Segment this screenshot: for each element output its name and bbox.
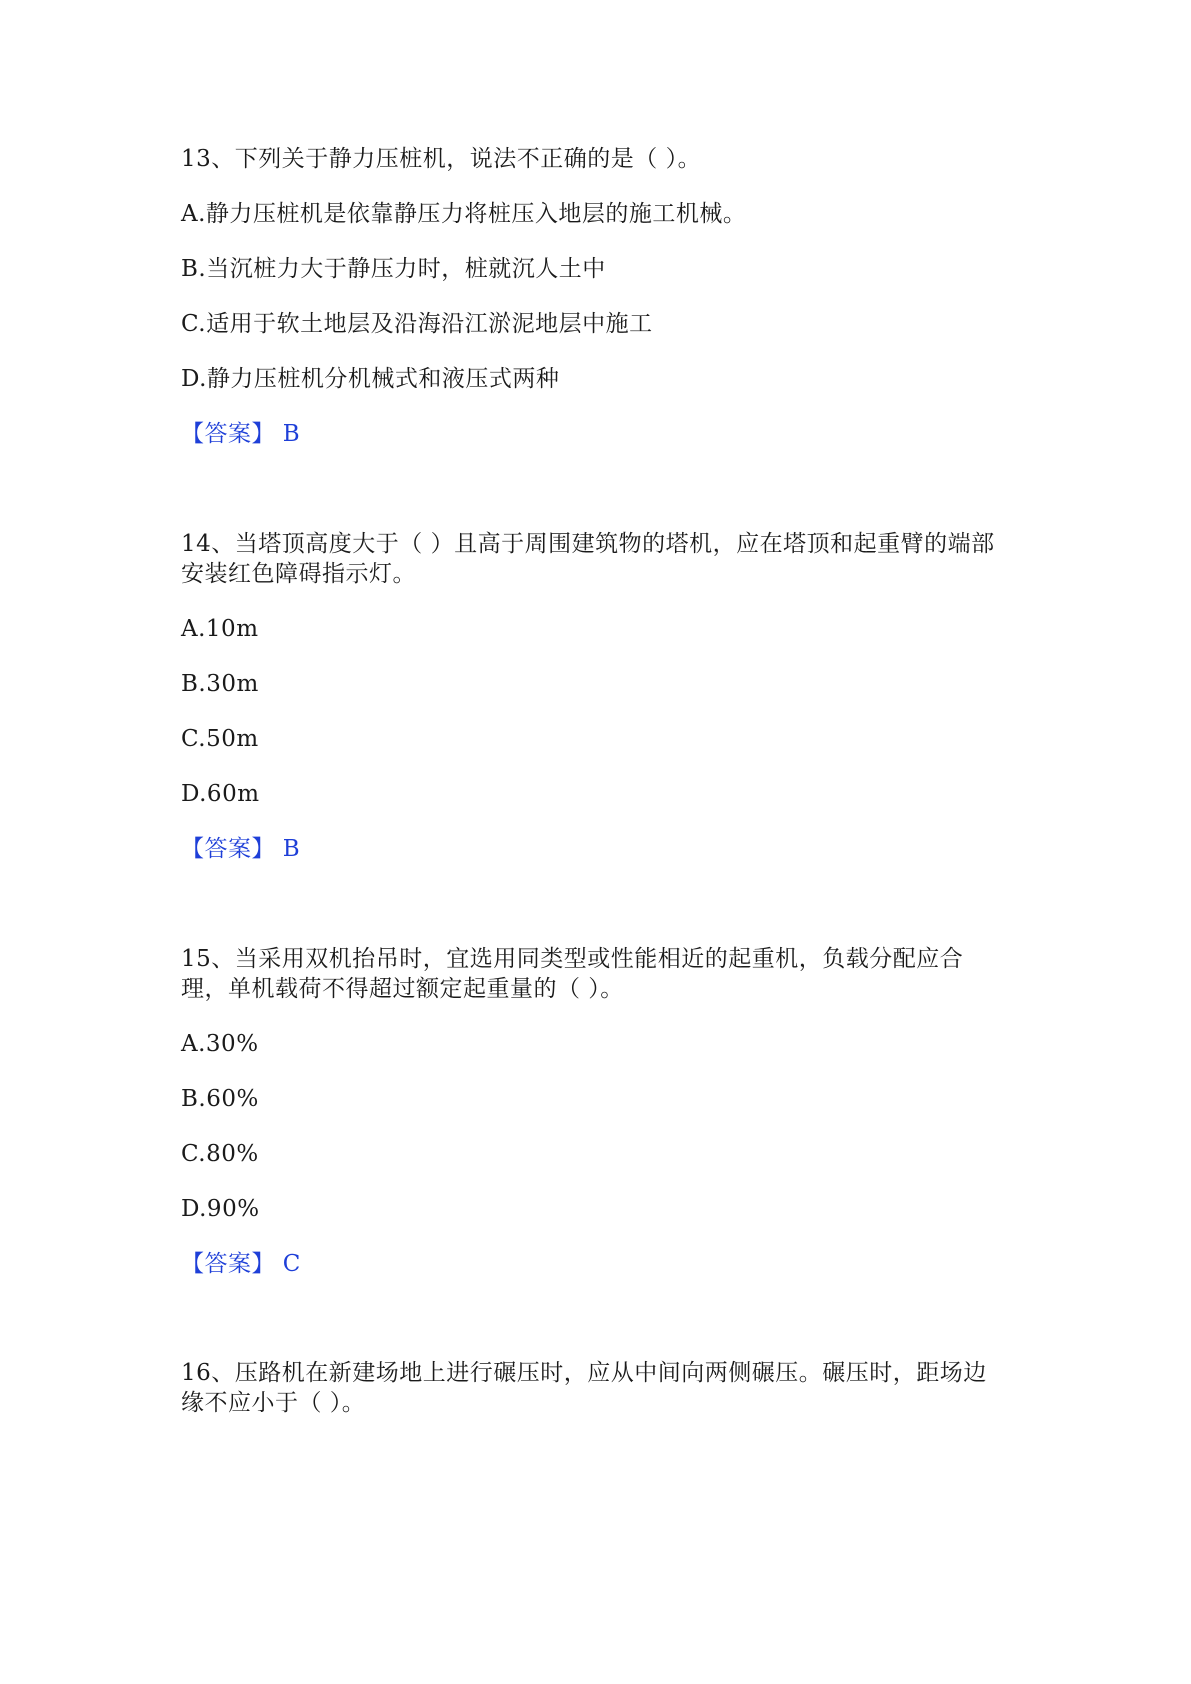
- question-15-option-b: B.60%: [181, 1086, 259, 1112]
- question-14-option-b: B.30m: [181, 671, 259, 697]
- question-13-option-a: A.静力压桩机是依靠静压力将桩压入地层的施工机械。: [181, 201, 747, 227]
- question-15-stem-line-1: 15、当采用双机抬吊时，宜选用同类型或性能相近的起重机，负载分配应合: [181, 946, 964, 972]
- question-15-stem-line-2: 理，单机载荷不得超过额定起重量的（ ）。: [181, 976, 624, 1002]
- question-13-option-b: B.当沉桩力大于静压力时，桩就沉人土中: [181, 256, 606, 282]
- question-13-stem: 13、下列关于静力压桩机，说法不正确的是（ ）。: [181, 146, 702, 172]
- question-14-option-a: A.10m: [181, 616, 259, 642]
- question-14-stem-line-1: 14、当塔顶高度大于（ ）且高于周围建筑物的塔机，应在塔顶和起重臂的端部: [181, 531, 995, 557]
- question-16-stem-line-2: 缘不应小于（ ）。: [181, 1390, 366, 1416]
- question-15-answer: 【答案】 C: [181, 1251, 301, 1277]
- question-14-option-d: D.60m: [181, 781, 260, 807]
- question-15-option-d: D.90%: [181, 1196, 260, 1222]
- question-14-answer: 【答案】 B: [181, 836, 301, 862]
- question-14-option-c: C.50m: [181, 726, 259, 752]
- question-13-answer: 【答案】 B: [181, 421, 301, 447]
- question-15-option-a: A.30%: [181, 1031, 259, 1057]
- question-14-stem-line-2: 安装红色障碍指示灯。: [181, 561, 416, 587]
- question-16-stem-line-1: 16、压路机在新建场地上进行碾压时，应从中间向两侧碾压。碾压时，距场边: [181, 1360, 987, 1386]
- question-13-option-c: C.适用于软土地层及沿海沿江淤泥地层中施工: [181, 311, 653, 337]
- question-15-option-c: C.80%: [181, 1141, 259, 1167]
- question-13-option-d: D.静力压桩机分机械式和液压式两种: [181, 366, 560, 392]
